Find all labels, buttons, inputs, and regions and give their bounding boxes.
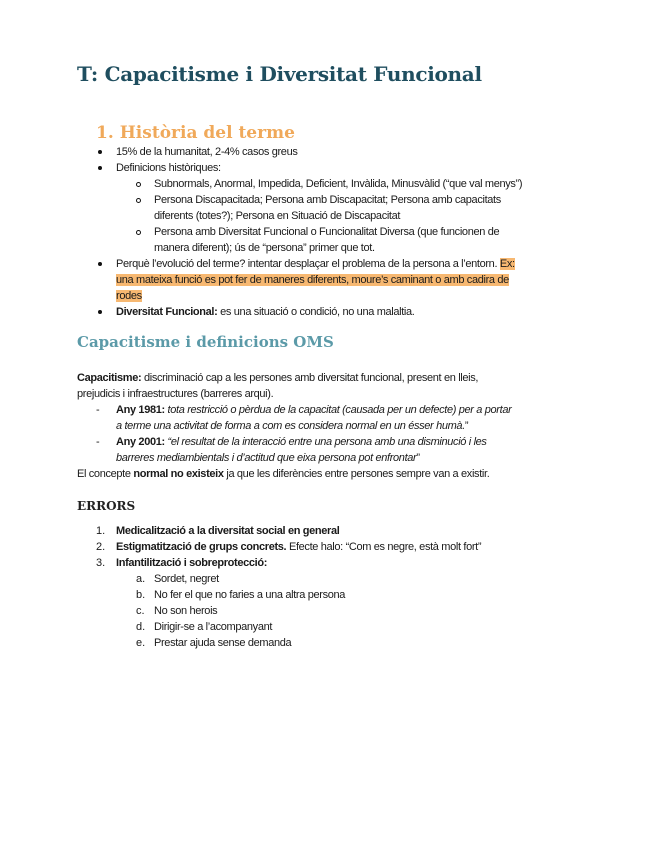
- italic-text: a terme una activitat de forma a com es considera normal en un ésser humà.: [116, 420, 465, 432]
- paragraph-line: prejudicis i infraestructures (barreres arqui).: [77, 388, 274, 400]
- document-title: T: Capacitisme i Diversitat Funcional: [77, 62, 482, 86]
- bullet-icon: [98, 166, 102, 170]
- sub-list-item: No fer el que no faries a una altra persona: [154, 589, 346, 601]
- section-number: 1.: [96, 123, 114, 143]
- dash-marker: -: [96, 436, 100, 448]
- dash-marker: -: [96, 404, 100, 416]
- sub-list-letter: a.: [136, 573, 146, 585]
- sub-list-letter: c.: [136, 605, 145, 617]
- list-number: 3.: [96, 557, 106, 569]
- list-item-continuation: [116, 272, 509, 288]
- highlighted-text: Ex:: [499, 258, 515, 270]
- italic-text: barreres mediambientals i d’actitud que eixa persona pot enfrontar: [116, 452, 417, 464]
- list-item: [116, 256, 515, 272]
- dash-item: [116, 434, 487, 450]
- sub-list-item: Persona amb Diversitat Funcional o Funcionalitat Diversa (que funcionen de: [154, 226, 500, 238]
- bold-term: Capacitisme:: [77, 372, 142, 384]
- sub-list-item: Sordet, negret: [154, 573, 219, 585]
- dash-item-continuation: [116, 418, 468, 434]
- sub-list-letter: d.: [136, 621, 146, 633]
- paragraph-text: El concepte: [77, 468, 134, 480]
- sub-list-item: Persona Discapacitada; Persona amb Discapacitat; Persona amb capacitats: [154, 194, 501, 206]
- bold-term: Infantilització i sobreprotecció:: [116, 557, 268, 569]
- section-heading-historia: [96, 123, 295, 143]
- closing-quote: ”: [464, 420, 469, 432]
- bold-term: normal no existeix: [133, 468, 224, 480]
- list-number: 1.: [96, 525, 106, 537]
- highlighted-text: rodes: [116, 290, 142, 302]
- bold-term: Medicalització a la diversitat social en general: [116, 525, 340, 537]
- list-number: 2.: [96, 541, 106, 553]
- bullet-icon: [98, 310, 102, 314]
- sub-list-letter: b.: [136, 589, 146, 601]
- sub-list-item-continuation: diferents (totes?); Persona en Situació de Discapacitat: [154, 210, 401, 222]
- circle-bullet-icon: [136, 230, 141, 235]
- bullet-icon: [98, 150, 102, 154]
- section-heading-errors: ERRORS: [77, 499, 136, 513]
- sub-list-letter: e.: [136, 637, 146, 649]
- dash-item: [116, 402, 511, 418]
- sub-list-item: Subnormals, Anormal, Impedida, Deficient, Invàlida, Minusvàlid (“que val menys”): [154, 178, 523, 190]
- numbered-item: [116, 555, 267, 571]
- item-text: Efecte halo: “Com es negre, està molt fort”: [286, 541, 482, 553]
- circle-bullet-icon: [136, 198, 141, 203]
- paragraph-text: discriminació cap a les persones amb diversitat funcional, present en lleis,: [141, 372, 479, 384]
- bold-term: Any 1981:: [116, 404, 165, 416]
- numbered-item: [116, 539, 481, 555]
- closing-quote: ”: [416, 452, 420, 464]
- bold-term: Any 2001:: [116, 436, 165, 448]
- list-item-text: es una situació o condició, no una malaltia.: [217, 306, 415, 318]
- highlighted-text: una mateixa funció es pot fer de maneres diferents, moure’s caminant o amb cadira de: [116, 274, 509, 286]
- list-item: 15% de la humanitat, 2-4% casos greus: [116, 146, 298, 158]
- list-item: Definicions històriques:: [116, 162, 221, 174]
- sub-list-item: Dirigir-se a l’acompanyant: [154, 621, 273, 633]
- paragraph-line: [77, 466, 489, 482]
- circle-bullet-icon: [136, 182, 141, 187]
- section-heading-text: Història del terme: [119, 123, 295, 143]
- paragraph-line: [77, 370, 478, 386]
- numbered-item: [116, 523, 339, 539]
- section-heading-capacitisme: Capacitisme i definicions OMS: [77, 333, 334, 351]
- italic-text: tota restricció o pèrdua de la capacitat (causada per un defecte) per a portar: [164, 404, 512, 416]
- italic-text: “el resultat de la interacció entre una persona amb una disminució i les: [164, 436, 487, 448]
- bold-term: Estigmatització de grups concrets.: [116, 541, 287, 553]
- dash-item-continuation: [116, 450, 420, 466]
- paragraph-text: ja que les diferències entre persones sempre van a existir.: [223, 468, 490, 480]
- list-item-continuation: [116, 288, 142, 304]
- sub-list-item: Prestar ajuda sense demanda: [154, 637, 292, 649]
- list-item-text: Perquè l’evolució del terme? intentar desplaçar el problema de la persona a l’entorn.: [116, 258, 498, 270]
- sub-list-item: No son herois: [154, 605, 218, 617]
- bullet-icon: [98, 262, 102, 266]
- list-item: [116, 304, 415, 320]
- sub-list-item-continuation: manera diferent); ús de “persona” primer que tot.: [154, 242, 375, 254]
- bold-term: Diversitat Funcional:: [116, 306, 218, 318]
